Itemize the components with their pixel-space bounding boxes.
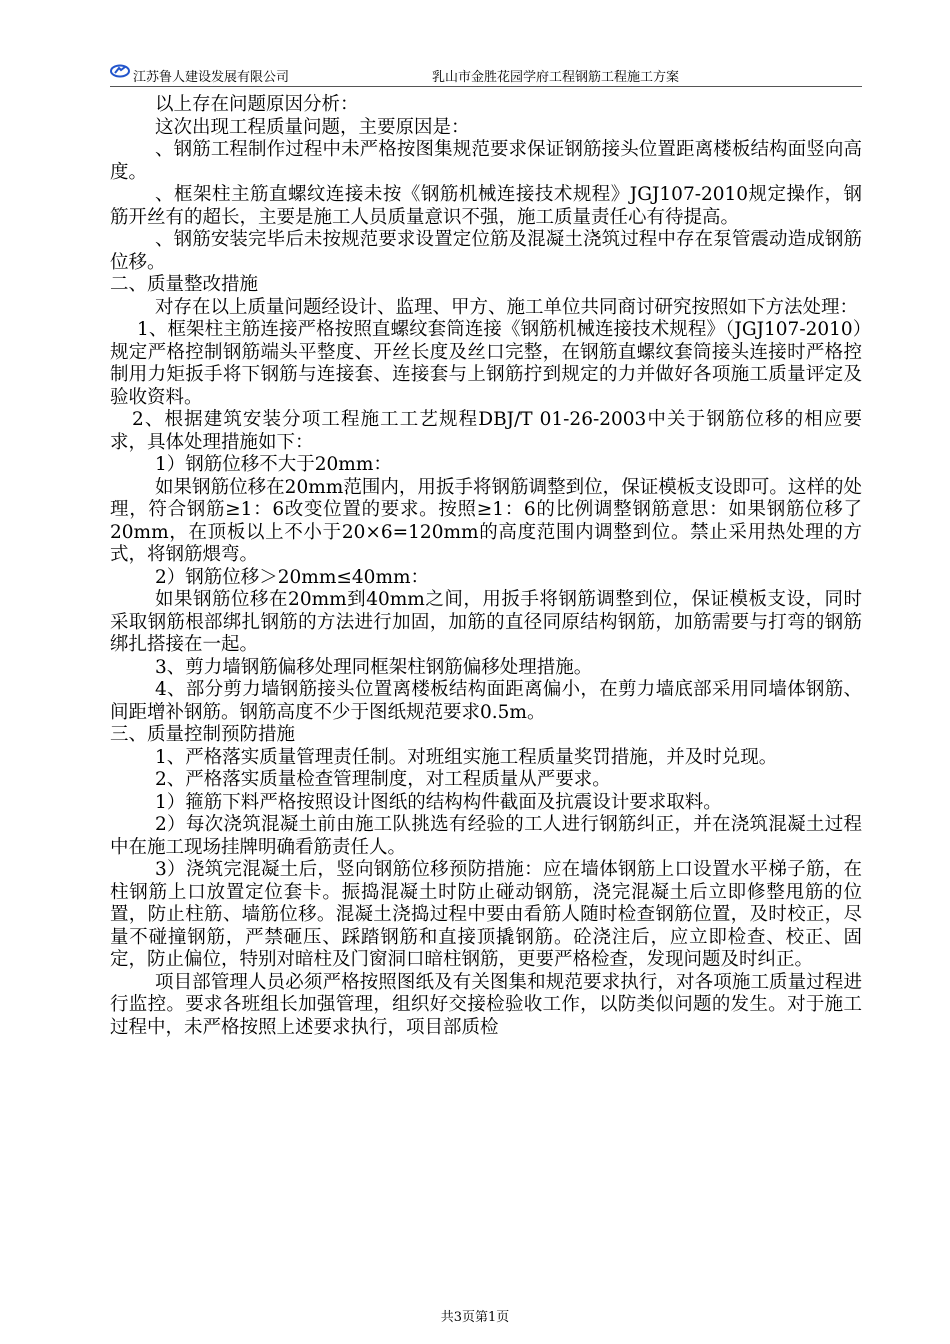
paragraph: 3）浇筑完混凝土后，竖向钢筋位移预防措施：应在墙体钢筋上口设置水平梯子筋，在柱钢筋上口放置定位套卡。振捣混凝土时防止碰动钢筋，浇完混凝土后立即修整甩筋的位置，防止柱筋、墙筋位移。混凝土浇捣过程中要由看筋人随时检查钢筋位置，及时校正，尽量不碰撞钢筋，严禁砸压、踩踏钢筋和直接顶撬钢筋。砼浇注后，应立即检查、校正、固定，防止偏位，特别对暗柱及门窗洞口暗柱钢筋，更要严格检查，发现问题及时纠正。 [110,859,862,970]
page-footer: 共3页第1页 [440,1310,510,1325]
paragraph: 项目部管理人员必须严格按照图纸及有关图集和规范要求执行，对各项施工质量过程进行监控。要求各班组长加强管理，组织好交接检验收工作，以防类似问题的发生。对于施工过程中，未严格按照上述要求执行，项目部质检 [110,971,862,1038]
company-name: 江苏鲁人建设发展有限公司 [133,70,290,85]
paragraph: 如果钢筋位移在20mm范围内，用扳手将钢筋调整到位，保证模板支设即可。这样的处理，符合钢筋≥1：6改变位置的要求。按照≥1：6的比例调整钢筋意思：如果钢筋位移了20mm，在顶板以上不小于20×6=120mm的高度范围内调整到位。禁止采用热处理的方式，将钢筋煨弯。 [110,476,862,565]
paragraph: 3、剪力墙钢筋偏移处理同框架柱钢筋偏移处理措施。 [155,656,593,678]
paragraph: 2、根据建筑安装分项工程施工工艺规程DBJ/T 01-26-2003中关于钢筋位移的相应要求，具体处理措施如下： [110,409,862,453]
paragraph: 1）箍筋下料严格按照设计图纸的结构构件截面及抗震设计要求取料。 [155,791,722,813]
document-title: 乳山市金胜花园学府工程钢筋工程施工方案 [432,70,680,85]
paragraph: 2）钢筋位移＞20mm≤40mm： [155,566,430,588]
paragraph: 2）每次浇筑混凝土前由施工队挑选有经验的工人进行钢筋纠正，并在浇筑混凝土过程中在施工现场挂牌明确看筋责任人。 [110,814,862,858]
paragraph: 1、严格落实质量管理责任制。对班组实施工程质量奖罚措施，并及时兑现。 [155,746,778,768]
paragraph: 对存在以上质量问题经设计、监理、甲方、施工单位共同商讨研究按照如下方法处理： [155,296,859,318]
section-heading: 三、质量控制预防措施 [110,724,296,745]
paragraph: 如果钢筋位移在20mm到40mm之间，用扳手将钢筋调整到位，保证模板支设，同时采取钢筋根部绑扎钢筋的方法进行加固，加筋的直径同原结构钢筋，加筋需要与打弯的钢筋绑扎搭接在一起。 [110,589,862,655]
company-logo-icon [110,64,130,78]
page-header [110,62,862,87]
document-body [110,94,862,1039]
paragraph: 1、框架柱主筋连接严格按照直螺纹套筒连接《钢筋机械连接技术规程》（JGJ107-2010）规定严格控制钢筋端头平整度、开丝长度及丝口完整，在钢筋直螺纹套筒接头连接时严格控制用力矩扳手将下钢筋与连接套、连接套与上钢筋拧到规定的力并做好各项施工质量评定及验收资料。 [110,319,862,408]
paragraph: 、钢筋安装完毕后未按规范要求设置定位筋及混凝土浇筑过程中存在泵管震动造成钢筋位移。 [110,229,862,273]
section-heading: 二、质量整改措施 [110,274,259,295]
paragraph: 4、部分剪力墙钢筋接头位置离楼板结构面距离偏小，在剪力墙底部采用同墙体钢筋、间距增补钢筋。钢筋高度不少于图纸规范要求0.5m。 [110,679,862,723]
paragraph: 2、严格落实质量检查管理制度，对工程质量从严要求。 [155,769,611,790]
paragraph: 以上存在问题原因分析： [155,94,359,115]
paragraph: 、框架柱主筋直螺纹连接未按《钢筋机械连接技术规程》JGJ107-2010规定操作，钢筋开丝有的超长，主要是施工人员质量意识不强，施工质量责任心有待提高。 [110,184,862,228]
paragraph: 1）钢筋位移不大于20mm： [155,454,392,475]
paragraph: 这次出现工程质量问题，主要原因是： [155,116,470,138]
paragraph: 、钢筋工程制作过程中未严格按图集规范要求保证钢筋接头位置距离楼板结构面竖向高度。 [110,139,862,183]
